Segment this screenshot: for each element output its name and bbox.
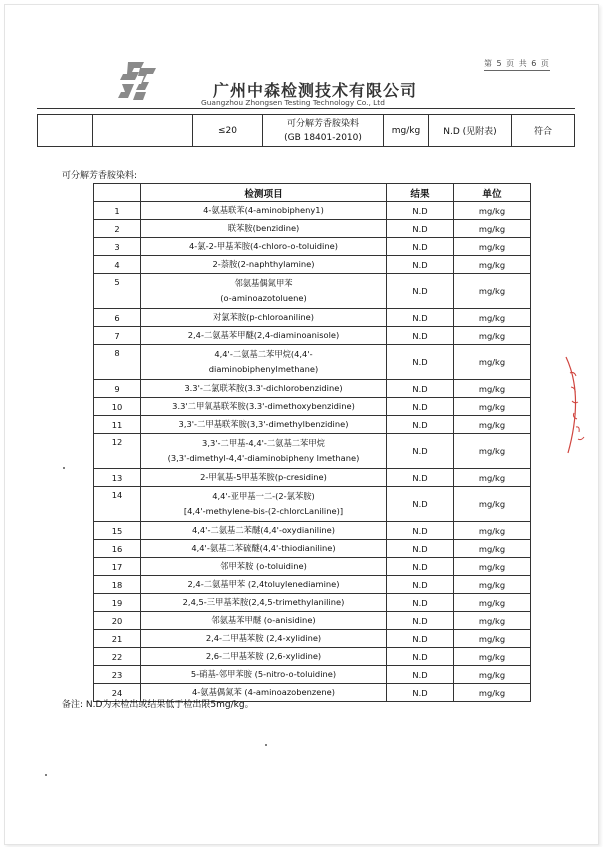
row-number: 9	[94, 380, 141, 398]
row-result: N.D	[387, 666, 454, 684]
row-unit: mg/kg	[454, 345, 531, 380]
row-unit: mg/kg	[454, 434, 531, 469]
company-logo-icon	[114, 58, 160, 104]
row-result: N.D	[387, 327, 454, 345]
table-row	[94, 345, 531, 380]
test-item-line: 邻甲苯胺 (o-toluidine)	[220, 561, 307, 571]
limit-cell: ≤20	[193, 115, 263, 147]
unit-cell: mg/kg	[384, 115, 429, 147]
table-row	[94, 558, 531, 576]
header-no	[94, 184, 141, 202]
row-result: N.D	[387, 684, 454, 702]
row-unit: mg/kg	[454, 487, 531, 522]
seal-stamp-icon	[562, 355, 596, 455]
row-result: N.D	[387, 540, 454, 558]
test-item	[141, 309, 387, 327]
row-number: 15	[94, 522, 141, 540]
row-result: N.D	[387, 274, 454, 309]
test-item-line: 3,3'-二甲基-4,4'-二氨基二苯甲烷	[202, 438, 325, 448]
table-row	[94, 666, 531, 684]
test-item-line: 4-氨基联苯(4-aminobipheny1)	[203, 205, 324, 215]
row-unit: mg/kg	[454, 380, 531, 398]
header-item: 检测项目	[141, 184, 387, 202]
row-number: 22	[94, 648, 141, 666]
test-item-line: (3,3'-dimethyl-4,4'-diaminobipheny lmethane)	[167, 453, 360, 463]
row-number: 24	[94, 684, 141, 702]
row-number: 17	[94, 558, 141, 576]
test-item	[141, 576, 387, 594]
test-item-line: 邻氨基偶氮甲苯	[234, 278, 293, 288]
row-number: 5	[94, 274, 141, 309]
table-row	[94, 469, 531, 487]
row-unit: mg/kg	[454, 630, 531, 648]
test-item-line: 联苯胺(benzidine)	[227, 223, 300, 233]
test-item-line: 4,4'-二氨基二苯醚(4,4'-oxydianiline)	[191, 525, 336, 535]
row-number: 16	[94, 540, 141, 558]
table-row	[94, 612, 531, 630]
header-unit: 单位	[454, 184, 531, 202]
row-unit: mg/kg	[454, 202, 531, 220]
row-number: 1	[94, 202, 141, 220]
test-item	[141, 666, 387, 684]
row-result: N.D	[387, 612, 454, 630]
row-unit: mg/kg	[454, 469, 531, 487]
test-item	[141, 487, 387, 522]
row-unit: mg/kg	[454, 416, 531, 434]
test-item-line: diaminobiphenylmethane)	[208, 364, 319, 374]
row-unit: mg/kg	[454, 309, 531, 327]
row-number: 10	[94, 398, 141, 416]
footnote: 备注: N.D为未检出或结果低于检出限5mg/kg。	[62, 700, 254, 710]
table-row	[94, 398, 531, 416]
row-unit: mg/kg	[454, 238, 531, 256]
row-number: 21	[94, 630, 141, 648]
summary-row	[38, 115, 575, 147]
row-unit: mg/kg	[454, 256, 531, 274]
test-item-line: 4-氯-2-甲基苯胺(4-chloro-o-toluidine)	[189, 241, 338, 251]
header-result: 结果	[387, 184, 454, 202]
row-unit: mg/kg	[454, 576, 531, 594]
test-item	[141, 380, 387, 398]
table-row	[94, 256, 531, 274]
row-result: N.D	[387, 398, 454, 416]
result-cell: N.D (见附表)	[429, 115, 512, 147]
row-result: N.D	[387, 630, 454, 648]
row-unit: mg/kg	[454, 648, 531, 666]
table-row	[94, 648, 531, 666]
test-item-line: 2,4-二甲基苯胺 (2,4-xylidine)	[205, 633, 322, 643]
test-item-line: 4-氨基偶氮苯 (4-aminoazobenzene)	[192, 687, 335, 697]
test-item	[141, 594, 387, 612]
test-item-line: (o-aminoazotoluene)	[220, 293, 307, 303]
row-unit: mg/kg	[454, 220, 531, 238]
row-result: N.D	[387, 309, 454, 327]
row-result: N.D	[387, 416, 454, 434]
test-item-standard: (GB 18401-2010)	[284, 132, 362, 143]
test-item-line: [4,4'-methylene-bis-(2-chlorcLaniline)]	[183, 506, 344, 516]
row-number: 11	[94, 416, 141, 434]
table-row	[94, 380, 531, 398]
table-row	[94, 487, 531, 522]
test-item-line: 3.3'-二氯联苯胺(3.3'-dichlorobenzidine)	[184, 383, 343, 393]
test-item	[141, 238, 387, 256]
row-number: 3	[94, 238, 141, 256]
table-row	[94, 416, 531, 434]
row-number: 4	[94, 256, 141, 274]
scan-speck	[63, 467, 65, 469]
scan-speck	[265, 744, 267, 746]
test-item-line: 邻氨基苯甲醚 (o-anisidine)	[211, 615, 316, 625]
test-item	[141, 522, 387, 540]
table-row	[94, 576, 531, 594]
test-item-line: 对氯苯胺(p-chloroaniline)	[212, 312, 315, 322]
table-row	[94, 434, 531, 469]
row-result: N.D	[387, 238, 454, 256]
row-result: N.D	[387, 202, 454, 220]
test-item-line: 2,4,5-三甲基苯胺(2,4,5-trimethylaniline)	[182, 597, 345, 607]
test-item	[141, 416, 387, 434]
test-item	[141, 202, 387, 220]
company-name-cn: 广州中森检测技术有限公司	[213, 81, 418, 100]
header-divider	[37, 108, 575, 109]
row-unit: mg/kg	[454, 540, 531, 558]
row-unit: mg/kg	[454, 398, 531, 416]
test-item	[141, 630, 387, 648]
table-row	[94, 238, 531, 256]
row-result: N.D	[387, 469, 454, 487]
row-result: N.D	[387, 434, 454, 469]
summary-cell-1	[38, 115, 93, 147]
table-row	[94, 630, 531, 648]
row-unit: mg/kg	[454, 327, 531, 345]
row-number: 19	[94, 594, 141, 612]
test-item	[141, 345, 387, 380]
row-result: N.D	[387, 576, 454, 594]
test-item-line: 2,6-二甲基苯胺 (2,6-xylidine)	[205, 651, 322, 661]
test-item-line: 3,3'-二甲基联苯胺(3,3'-dimethylbenzidine)	[178, 419, 349, 429]
row-unit: mg/kg	[454, 612, 531, 630]
test-item-line: 2-萘胺(2-naphthylamine)	[212, 259, 315, 269]
row-unit: mg/kg	[454, 666, 531, 684]
row-number: 2	[94, 220, 141, 238]
test-item	[141, 256, 387, 274]
test-item-line: 4,4'-二氨基二苯甲烷(4,4'-	[214, 349, 313, 359]
row-number: 20	[94, 612, 141, 630]
test-item-cell	[263, 115, 384, 147]
test-item-line: 2-甲氧基-5甲基苯胺(p-cresidine)	[200, 472, 327, 482]
summary-cell-2	[93, 115, 193, 147]
row-number: 13	[94, 469, 141, 487]
test-item	[141, 648, 387, 666]
row-number: 18	[94, 576, 141, 594]
test-item	[141, 558, 387, 576]
table-row	[94, 522, 531, 540]
page-number: 第 5 页 共 6 页	[484, 58, 550, 71]
section-label: 可分解芳香胺染料:	[62, 171, 138, 181]
test-item	[141, 274, 387, 309]
test-item-line: 2,4-二氨基甲苯 (2,4toluylenediamine)	[187, 579, 340, 589]
row-result: N.D	[387, 594, 454, 612]
row-result: N.D	[387, 220, 454, 238]
row-unit: mg/kg	[454, 558, 531, 576]
test-item	[141, 220, 387, 238]
row-unit: mg/kg	[454, 594, 531, 612]
company-name-en: Guangzhou Zhongsen Testing Technology Co., Ltd	[201, 98, 385, 107]
row-number: 12	[94, 434, 141, 469]
table-row	[94, 274, 531, 309]
table-row	[94, 540, 531, 558]
row-unit: mg/kg	[454, 684, 531, 702]
row-number: 7	[94, 327, 141, 345]
row-number: 14	[94, 487, 141, 522]
test-item	[141, 469, 387, 487]
table-body	[94, 202, 531, 702]
row-result: N.D	[387, 648, 454, 666]
test-item-line: 2,4-二氨基苯甲醚(2,4-diaminoanisole)	[187, 330, 340, 340]
row-result: N.D	[387, 558, 454, 576]
row-number: 23	[94, 666, 141, 684]
test-item-line: 4,4'-氨基二苯硫醚(4,4'-thiodianiline)	[191, 543, 336, 553]
amine-results-table	[93, 183, 531, 702]
row-result: N.D	[387, 380, 454, 398]
table-row	[94, 220, 531, 238]
test-item-line: 4,4'-亚甲基一二-(2-氯苯胺)	[212, 491, 315, 501]
test-item-line: 5-硝基-邻甲苯胺 (5-nitro-o-toluidine)	[190, 669, 337, 679]
scan-speck	[45, 774, 47, 776]
row-number: 8	[94, 345, 141, 380]
row-result: N.D	[387, 345, 454, 380]
test-item	[141, 612, 387, 630]
test-item	[141, 434, 387, 469]
table-row	[94, 309, 531, 327]
summary-table	[37, 114, 575, 147]
row-unit: mg/kg	[454, 274, 531, 309]
row-result: N.D	[387, 487, 454, 522]
table-header-row	[94, 184, 531, 202]
table-row	[94, 327, 531, 345]
row-number: 6	[94, 309, 141, 327]
table-row	[94, 594, 531, 612]
conclusion-cell: 符合	[512, 115, 575, 147]
table-row	[94, 202, 531, 220]
test-item	[141, 540, 387, 558]
row-unit: mg/kg	[454, 522, 531, 540]
test-item	[141, 398, 387, 416]
row-result: N.D	[387, 522, 454, 540]
row-result: N.D	[387, 256, 454, 274]
test-item-name: 可分解芳香胺染料	[286, 118, 359, 129]
test-item	[141, 327, 387, 345]
test-item-line: 3.3'二甲氧基联苯胺(3.3'-dimethoxybenzidine)	[172, 401, 355, 411]
